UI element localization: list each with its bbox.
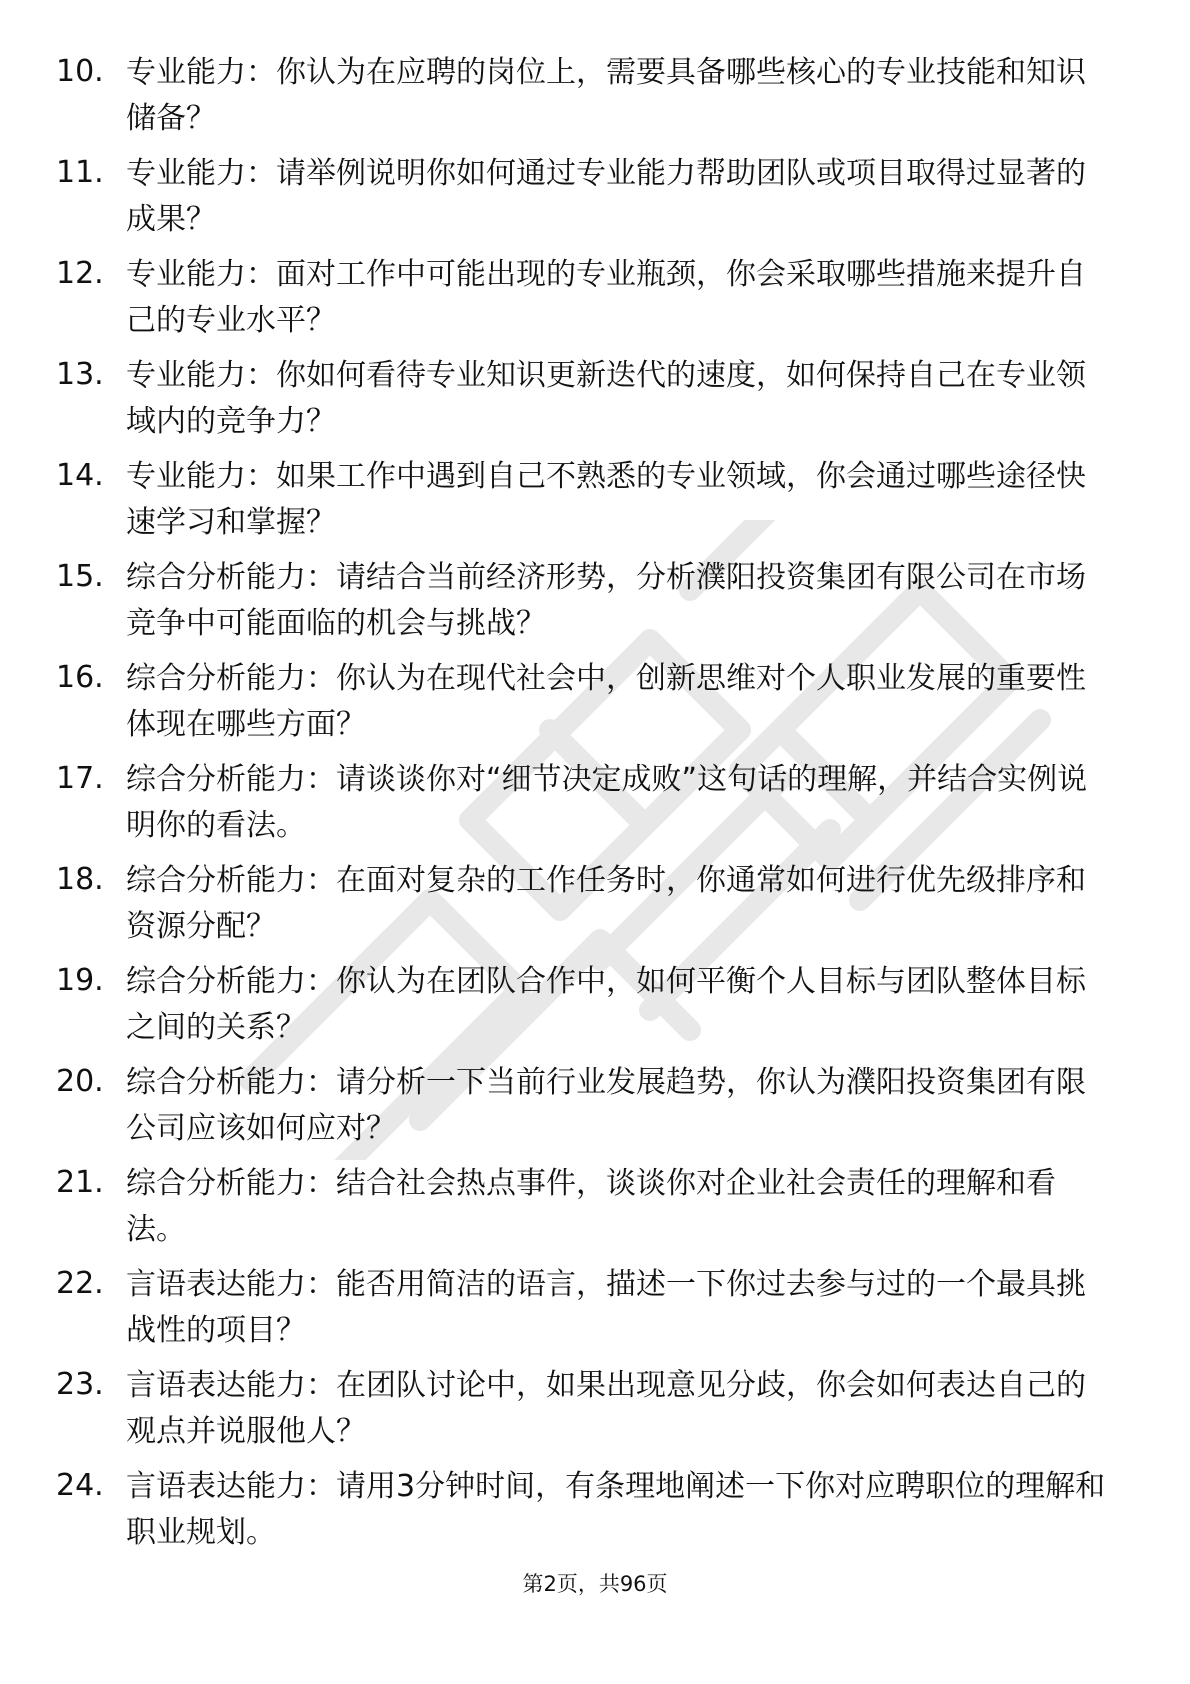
question-number: 22. [56, 1266, 104, 1301]
question-number: 13. [56, 357, 104, 392]
question-text: 综合分析能力：请结合当前经济形势，分析濮阳投资集团有限公司在市场竞争中可能面临的机会与挑战？ [126, 560, 1086, 641]
question-text: 综合分析能力：结合社会热点事件，谈谈你对企业社会责任的理解和看法。 [126, 1166, 1056, 1247]
question-number: 14. [56, 458, 104, 493]
question-number: 12. [56, 256, 104, 291]
question-number: 24. [56, 1468, 104, 1503]
question-number: 15. [56, 559, 104, 594]
list-item [0, 1363, 1190, 1464]
question-number: 19. [56, 963, 104, 998]
question-number: 23. [56, 1367, 104, 1402]
question-text: 综合分析能力：你认为在团队合作中，如何平衡个人目标与团队整体目标之间的关系？ [126, 964, 1086, 1045]
page-number: 第2页，共96页 [522, 1572, 668, 1596]
question-number: 11. [56, 155, 104, 190]
question-text: 言语表达能力：在团队讨论中，如果出现意见分歧，你会如何表达自己的观点并说服他人？ [126, 1368, 1086, 1449]
list-item [0, 1464, 1190, 1565]
list-item [0, 858, 1190, 959]
list-item [0, 50, 1190, 151]
list-item [0, 656, 1190, 757]
list-item [0, 1161, 1190, 1262]
question-text: 综合分析能力：在面对复杂的工作任务时，你通常如何进行优先级排序和资源分配？ [126, 863, 1086, 944]
list-item [0, 454, 1190, 555]
question-text: 综合分析能力：请谈谈你对“细节决定成败”这句话的理解，并结合实例说明你的看法。 [126, 762, 1088, 843]
question-text: 专业能力：如果工作中遇到自己不熟悉的专业领域，你会通过哪些途径快速学习和掌握？ [126, 459, 1086, 540]
list-item [0, 1262, 1190, 1363]
question-text: 专业能力：你如何看待专业知识更新迭代的速度，如何保持自己在专业领域内的竞争力？ [126, 358, 1086, 439]
list-item [0, 1060, 1190, 1161]
question-text: 专业能力：你认为在应聘的岗位上，需要具备哪些核心的专业技能和知识储备？ [126, 55, 1086, 136]
list-item [0, 555, 1190, 656]
question-text: 言语表达能力：能否用简洁的语言，描述一下你过去参与过的一个最具挑战性的项目？ [126, 1267, 1086, 1348]
question-number: 18. [56, 862, 104, 897]
list-item [0, 959, 1190, 1060]
question-number: 17. [56, 761, 104, 796]
question-text: 专业能力：面对工作中可能出现的专业瓶颈，你会采取哪些措施来提升自己的专业水平？ [126, 257, 1086, 338]
question-text: 言语表达能力：请用3分钟时间，有条理地阐述一下你对应聘职位的理解和职业规划。 [126, 1469, 1106, 1550]
list-item [0, 252, 1190, 353]
question-number: 16. [56, 660, 104, 695]
question-number: 21. [56, 1165, 104, 1200]
question-text: 综合分析能力：你认为在现代社会中，创新思维对个人职业发展的重要性体现在哪些方面？ [126, 661, 1086, 742]
list-item [0, 757, 1190, 858]
question-list [0, 50, 1190, 1565]
question-text: 专业能力：请举例说明你如何通过专业能力帮助团队或项目取得过显著的成果？ [126, 156, 1086, 237]
list-item [0, 151, 1190, 252]
question-number: 20. [56, 1064, 104, 1099]
question-text: 综合分析能力：请分析一下当前行业发展趋势，你认为濮阳投资集团有限公司应该如何应对？ [126, 1065, 1086, 1146]
question-number: 10. [56, 54, 104, 89]
list-item [0, 353, 1190, 454]
